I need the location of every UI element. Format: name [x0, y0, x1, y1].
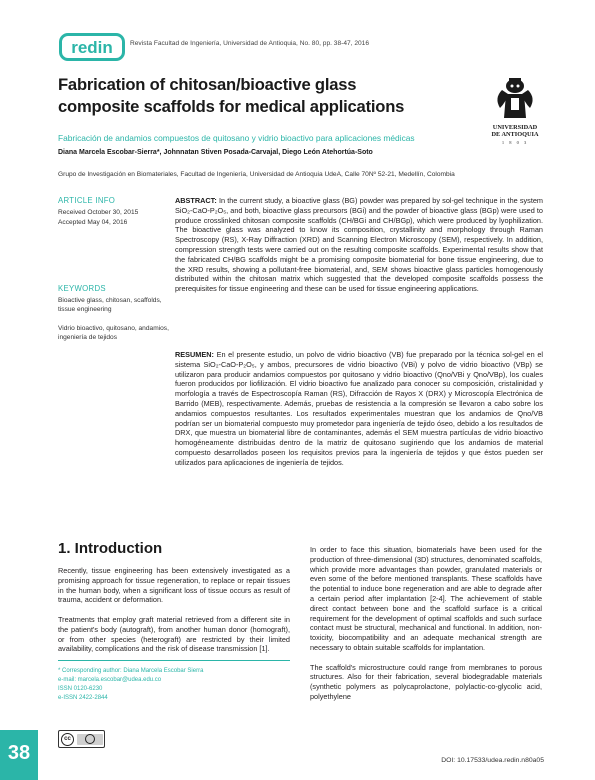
- intro-paragraph-1: Recently, tissue engineering has been extensively investigated as a promising approach for tissue regeneration, to replace or repair tissues in the human body, when a significant loss of tissue occurs as result of trauma, accident or deformation.: [58, 566, 290, 605]
- doi: DOI: 10.17533/udea.redin.n80a05: [441, 757, 544, 764]
- authors: Diana Marcela Escobar-Sierra*, Johnnatan Stiven Posada-Carvajal, Diego León Atehortúa-Soto: [58, 149, 373, 156]
- cc-circle-icon: cc: [61, 733, 74, 746]
- accepted-date: Accepted May 04, 2016: [58, 219, 128, 226]
- journal-header: Revista Facultad de Ingeniería, Universidad de Antioquia, No. 80, pp. 38-47, 2016: [130, 40, 369, 47]
- university-name-line-1: UNIVERSIDAD: [492, 124, 538, 131]
- issn: ISSN 0120-6230: [58, 686, 103, 692]
- received-date: Received October 30, 2015: [58, 209, 139, 216]
- university-name: [478, 124, 552, 139]
- resumen-text: En el presente estudio, un polvo de vidrio bioactivo (VB) fue preparado por la técnica sol-gel en el sistema SiO₂-CaO-P₂O₅, y ambos, precursores de vidrio bioactivo (VBi) y polvo de vidrio bioactivo (VBp) se utilizaron para producir andamios compuestos por quitosano y vidrio bioactivo (Qno/VBi y Qno/VBp), los cuales fueron producidos por liofilización. El vidrio bioactivo fue analizado para conocer su composición, cristalinidad y morfología a través de Espectroscopía Raman (RS), Difracción de Rayos X (DRX) y Microscopía Electrónica de Barrido (MEB), respectivamente. Además, pruebas de resistencia a la compresión se llevaron a cabo sobre los andamios compuestos resultantes. Los resultados experimentales muestran que los andamios de Qno/VB podrían ser un biomaterial compuesto muy prometedor para ingeniería de tejido óseo, debido a los resultados de DRX, que muestra un biomaterial libre de contaminantes, además el SEM muestra partículas de vidrio bioactivo homogéneamente distribuidas dentro de la matriz de quitosano sugiriendo que los andamios de material compuesto desarrollados poseen los requisitos previos para la ingeniería de tejidos y que éstos pueden ser utilizados para aplicaciones de ingeniería de tejidos.: [175, 350, 544, 467]
- resumen: [175, 350, 543, 468]
- cc-license-icon: [58, 730, 105, 748]
- keywords-heading: KEYWORDS: [58, 284, 106, 293]
- resumen-label: RESUMEN:: [175, 350, 214, 359]
- title-line-1: Fabrication of chitosan/bioactive glass: [58, 75, 357, 94]
- author-email: e-mail: marcela.escobar@udea.edu.co: [58, 677, 162, 683]
- eissn: e-ISSN 2422-2844: [58, 695, 108, 701]
- abstract-text: In the current study, a bioactive glass (BG) powder was prepared by sol-gel technique in the system SiO₂-CaO-P₂O₅, and both, bioactive glass precursors (BGi) and the powder of bioactive glass (BGp) were used to produce crosslinked chitosan composite scaffolds (CH/BGi and CH/BGp), which were produced by lyophilization. The bioactive glass was analyzed to know its composition, crystallinity and morphology through Raman Spectroscopy (RS), X-Ray Diffraction (XRD) and Scanning Electron Microscopy (SEM), respectively. In addition, compression strength tests were carried out on the resulting composite scaffolds. Experimental results show that the fabricated CH/BG scaffolds might be a promising composite biomaterial for bone tissue engineering, due to the XRD results, showing a pollutant-free biomaterial, and, SEM shows bioactive glass particles homogenously distributed within the chitosan matrix which suggested that the developed composite scaffolds possess the prerequisites for tissue engineering and these can be used for tissue engineering applications.: [175, 196, 543, 294]
- intro-paragraph-2: Treatments that employ graft material retrieved from a different site in the patient's body (autograft), from another human donor (homograft), or from other species (heterograft) are restricted by their limited availability, complications and the risk of disease transmission [1].: [58, 614, 290, 654]
- footnote: [58, 660, 290, 703]
- article-info-heading: ARTICLE INFO: [58, 196, 116, 205]
- spanish-title: Fabricación de andamios compuestos de quitosano y vidrio bioactivo para aplicaciones médicas: [58, 133, 415, 143]
- keywords-es: Vidrio bioactivo, quitosano, andamios, ingeniería de tejidos: [58, 325, 169, 342]
- intro-paragraph-3: In order to face this situation, biomaterials have been used for the production of three-dimensional (3D) structures, denominated scaffolds, which provide more advantages than powder, granulated materials or even some of the before mentioned transplants. These scaffolds have the potential to induce bone regeneration and are able to degrade after a certain period after implantation [2-4]. The achievement of stable direct contact between bone and the scaffold surface is a critical requirement for the development of optimal scaffolds and such surface contact must be structural, mechanical and functional. In addition, non-toxicity, biocompatibility and an adequate mechanical strength are necessary to obtain suitable scaffolds for implantation.: [310, 545, 542, 652]
- section-heading-introduction: 1. Introduction: [58, 540, 163, 557]
- university-name-line-2: DE ANTIOQUIA: [491, 131, 539, 139]
- abstract: [175, 196, 543, 294]
- journal-logo: [59, 33, 125, 61]
- intro-left-column: [58, 566, 290, 664]
- corresponding-author: * Corresponding author: Diana Marcela Escobar Sierra: [58, 668, 204, 674]
- intro-paragraph-4: The scaffold's microstructure could range from membranes to porous structures. Also for their fabrication, several biodegradable materials (synthetic polymers as polycaprolactone, polylactic-co-glycolic acid, polyethylene: [310, 662, 542, 701]
- journal-logo-text: redin: [71, 38, 113, 57]
- title-line-2: composite scaffolds for medical applications: [58, 97, 405, 116]
- keywords-en: Bioactive glass, chitosan, scaffolds, tissue engineering: [58, 297, 162, 314]
- cc-by-icon: [85, 734, 95, 744]
- intro-right-column: [310, 545, 542, 712]
- university-year: 1 8 0 3: [501, 140, 529, 145]
- affiliation: Grupo de Investigación en Biomateriales, Facultad de Ingeniería, Universidad de Antioquia UdeA, Calle 70Nº 52-21, Medellín, Colombia: [58, 171, 455, 178]
- abstract-label: ABSTRACT:: [175, 196, 217, 205]
- article-title: [58, 74, 458, 118]
- page-number: 38: [7, 742, 31, 764]
